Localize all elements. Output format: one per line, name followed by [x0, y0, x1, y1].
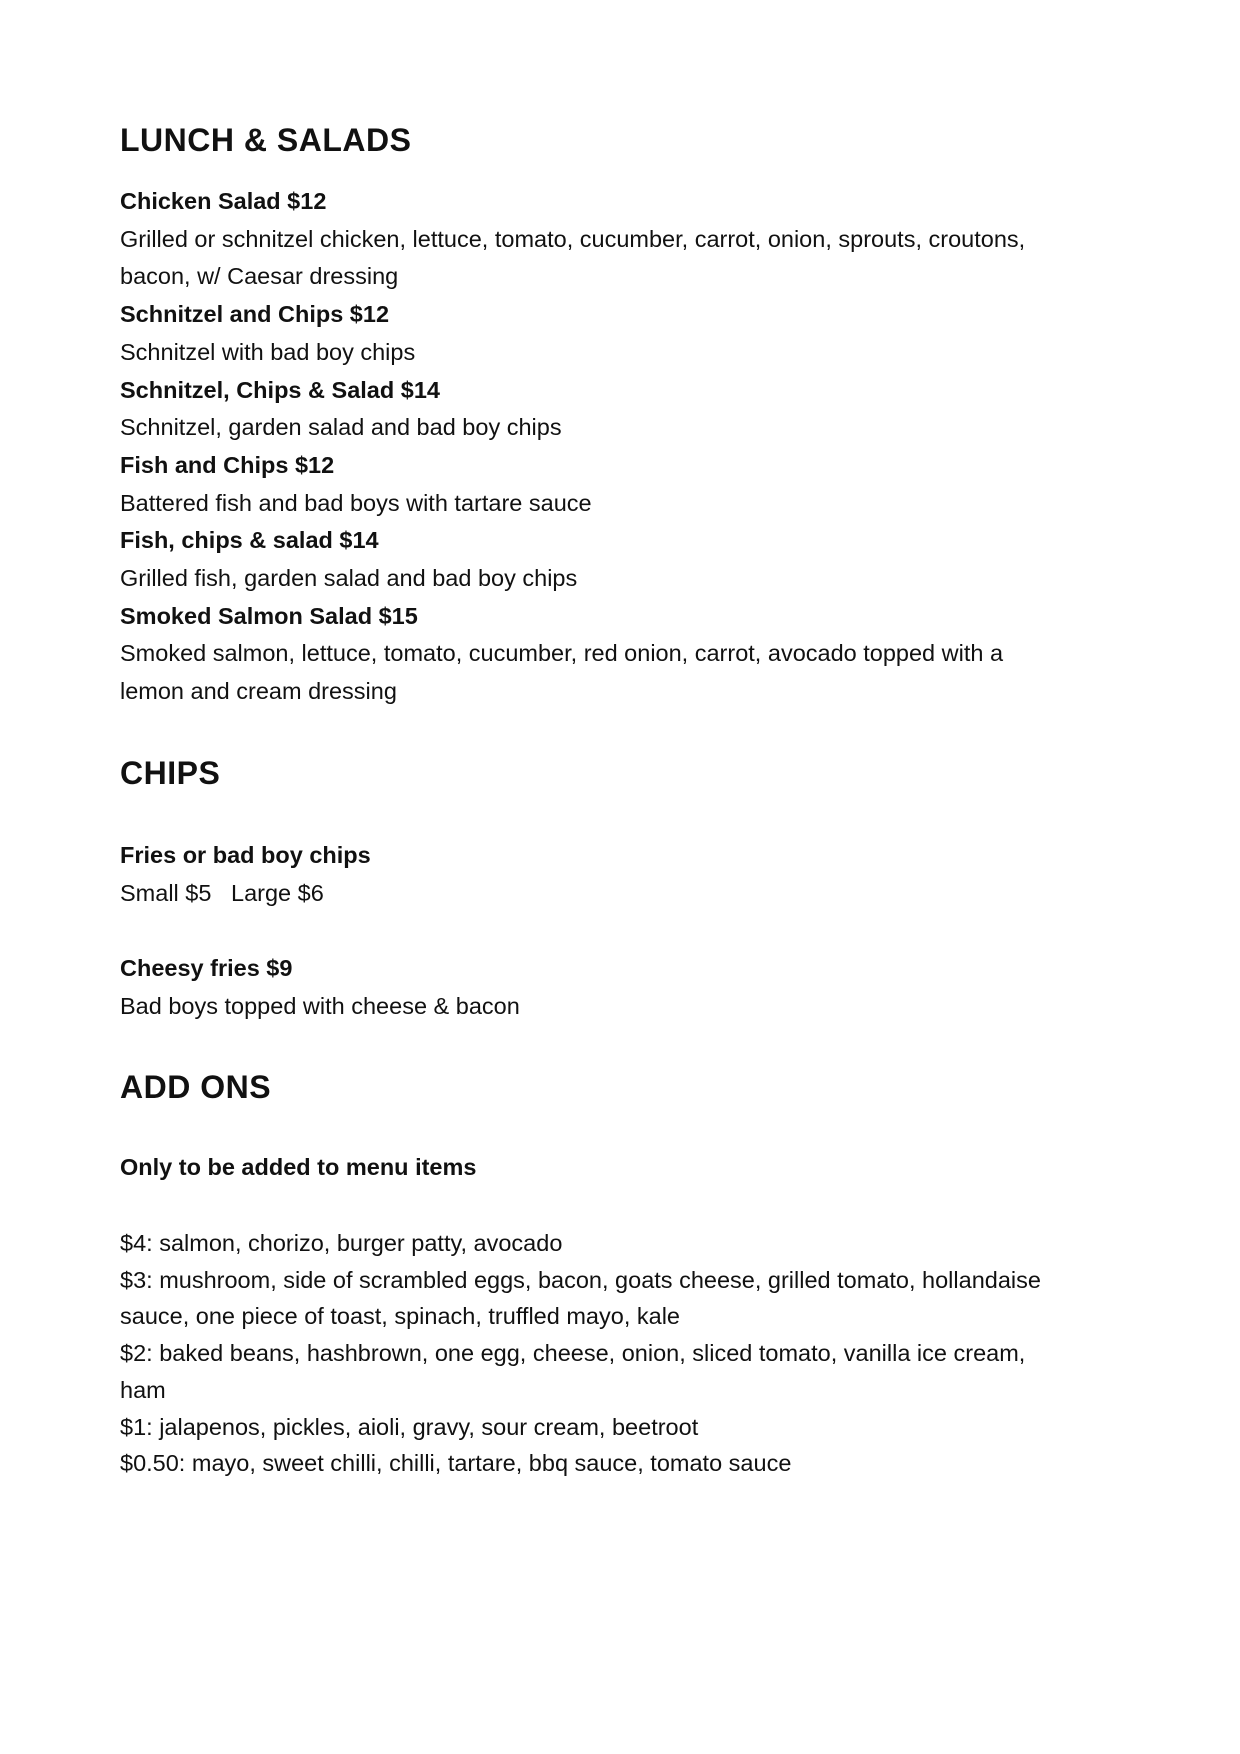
menu-item-name: Smoked Salmon Salad $15 — [120, 602, 418, 629]
lunch-items — [120, 183, 1050, 711]
addon-line: $0.50: mayo, sweet chilli, chilli, tartare, bbq sauce, tomato sauce — [120, 1450, 792, 1477]
menu-item-desc: Battered fish and bad boys with tartare sauce — [120, 489, 592, 516]
menu-item-name: Schnitzel, Chips & Salad $14 — [120, 376, 440, 403]
menu-item-name: Schnitzel and Chips $12 — [120, 301, 390, 328]
section-title-lunch: LUNCH & SALADS — [120, 122, 412, 158]
chips-item — [120, 837, 1080, 912]
menu-item-name: Fries or bad boy chips — [120, 842, 371, 868]
addons-list — [120, 1225, 1070, 1482]
menu-item-desc: Smoked salmon, lettuce, tomato, cucumber, red onion, carrot, avocado topped with a lemon and cream dressing — [120, 640, 1004, 705]
menu-item-name: Fish, chips & salad $14 — [120, 527, 379, 554]
chips-item — [120, 950, 1080, 1025]
menu-item-name: Cheesy fries $9 — [120, 955, 293, 981]
addons-note: Only to be added to menu items — [120, 1154, 477, 1180]
addon-line: $1: jalapenos, pickles, aioli, gravy, sour cream, beetroot — [120, 1413, 699, 1440]
menu-item-desc: Grilled or schnitzel chicken, lettuce, tomato, cucumber, carrot, onion, sprouts, croutons, bacon, w/ Caesar dressing — [120, 225, 1026, 290]
addon-line: $3: mushroom, side of scrambled eggs, bacon, goats cheese, grilled tomato, hollandaise sauce, one piece of toast, spinach, truffled mayo, kale — [120, 1266, 1041, 1330]
menu-item-desc: Grilled fish, garden salad and bad boy chips — [120, 565, 578, 592]
addon-line: $2: baked beans, hashbrown, one egg, cheese, onion, sliced tomato, vanilla ice cream, ham — [120, 1340, 1026, 1403]
menu-item-desc: Schnitzel with bad boy chips — [120, 338, 416, 365]
menu-item-name: Fish and Chips $12 — [120, 451, 335, 478]
section-title-chips: CHIPS — [120, 755, 221, 791]
menu-item-desc: Small $5 Large $6 — [120, 879, 324, 906]
menu-item-desc: Bad boys topped with cheese & bacon — [120, 992, 520, 1019]
section-title-addons: ADD ONS — [120, 1069, 272, 1105]
menu-item-name: Chicken Salad $12 — [120, 188, 327, 214]
menu-item-desc: Schnitzel, garden salad and bad boy chips — [120, 414, 562, 441]
addon-line: $4: salmon, chorizo, burger patty, avocado — [120, 1230, 563, 1256]
